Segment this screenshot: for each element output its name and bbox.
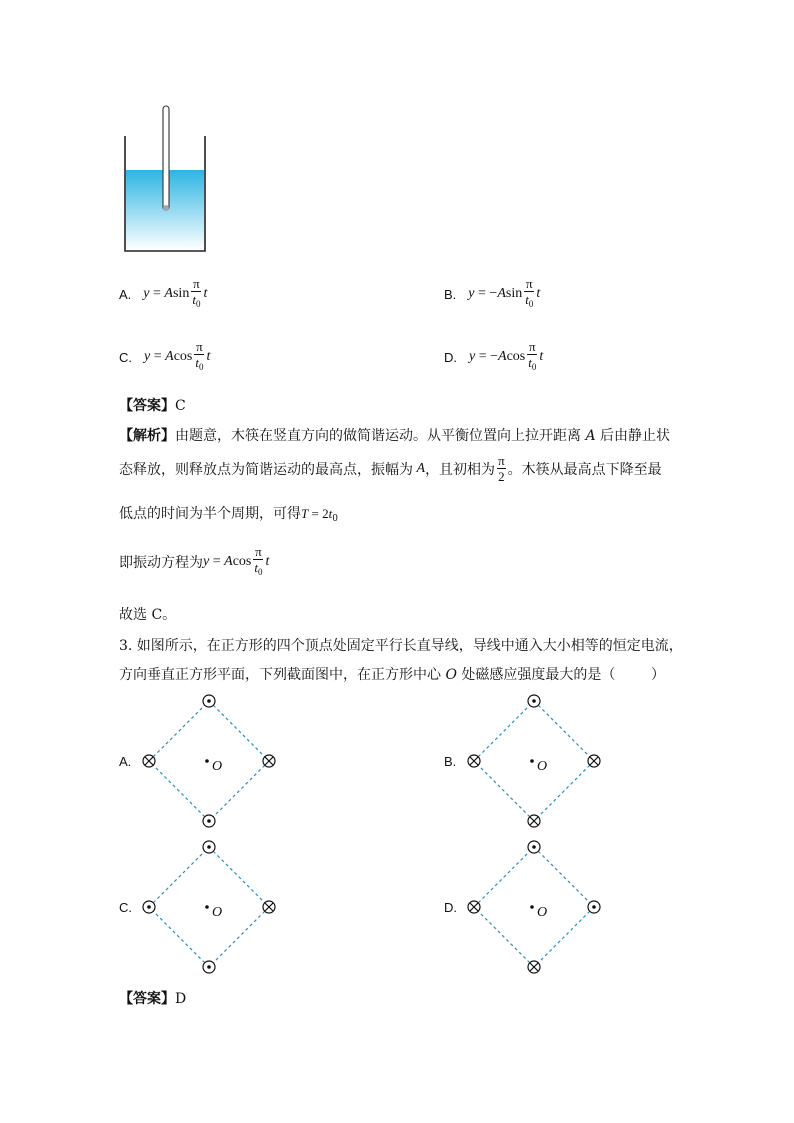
center-point bbox=[530, 759, 534, 763]
square-edge bbox=[474, 907, 534, 967]
square-wire-diagram bbox=[139, 690, 279, 832]
q2-option-c: C. y = A cos $\frac{\pi}{t_0}$ t bbox=[119, 339, 210, 375]
option-label: C. bbox=[119, 349, 132, 365]
answer-q2: 【答案】C bbox=[119, 398, 186, 414]
square-wire-diagram bbox=[464, 690, 604, 832]
square-edge bbox=[149, 701, 209, 761]
square-edge bbox=[474, 847, 534, 907]
option-label: B. bbox=[444, 754, 457, 769]
wire-top-out-of-page bbox=[528, 841, 540, 853]
center-point bbox=[205, 905, 209, 909]
square-edge bbox=[149, 761, 209, 821]
q2-option-a: A. y = A sin $\frac{\pi}{t_0}$ t bbox=[119, 276, 207, 312]
q3-stem-line-2: 方向垂直正方形平面，下列截面图中，在正方形中心 O 处磁感应强度最大的是（ ） bbox=[119, 667, 665, 683]
square-edge bbox=[474, 761, 534, 821]
wire-bottom-into-page bbox=[528, 815, 540, 827]
q3-stem-line-1: 3. 如图所示，在正方形的四个顶点处固定平行长直导线，导线中通入大小相等的恒定电流， bbox=[119, 638, 683, 654]
square-edge bbox=[149, 907, 209, 967]
square-edge bbox=[474, 701, 534, 761]
center-label: O bbox=[212, 905, 223, 920]
square-edge bbox=[534, 847, 594, 907]
analysis-line-2: 态释放，则释放点为简谐运动的最高点，振幅为 A ，且初相为 $\frac{\pi}{2}$ 。木筷从最高点下降至最 bbox=[119, 453, 662, 484]
option-label: A. bbox=[119, 754, 132, 769]
center-point bbox=[530, 905, 534, 909]
beaker-figure bbox=[118, 100, 214, 256]
chopstick bbox=[163, 106, 169, 210]
analysis-line-4: 即振动方程为 y = A cos $\frac{\pi}{t_0}$ t bbox=[119, 544, 269, 580]
wire-right-into-page bbox=[263, 901, 275, 913]
option-label: C. bbox=[119, 900, 132, 915]
wire-left-into-page bbox=[468, 755, 480, 767]
answer-q3: 【答案】D bbox=[119, 991, 187, 1007]
option-label: D. bbox=[444, 900, 457, 915]
center-point bbox=[205, 759, 209, 763]
center-label: O bbox=[212, 759, 223, 774]
option-label: D. bbox=[444, 349, 457, 365]
wire-right-into-page bbox=[263, 755, 275, 767]
wire-bottom-into-page bbox=[528, 961, 540, 973]
square-edge bbox=[209, 701, 269, 761]
q2-option-d: D. y = − A cos $\frac{\pi}{t_0}$ t bbox=[444, 339, 543, 375]
square-wire-diagram bbox=[464, 836, 604, 978]
wire-left-out-of-page bbox=[143, 901, 155, 913]
wire-bottom-out-of-page bbox=[203, 961, 215, 973]
wire-left-into-page bbox=[468, 901, 480, 913]
wire-left-into-page bbox=[143, 755, 155, 767]
option-label: A. bbox=[119, 286, 132, 302]
wire-bottom-out-of-page bbox=[203, 815, 215, 827]
center-label: O bbox=[537, 905, 548, 920]
square-edge bbox=[534, 701, 594, 761]
chopstick-tip bbox=[163, 205, 169, 211]
wire-top-out-of-page bbox=[528, 695, 540, 707]
analysis-conclusion: 故选 C。 bbox=[119, 607, 177, 623]
wire-right-out-of-page bbox=[588, 901, 600, 913]
wire-right-into-page bbox=[588, 755, 600, 767]
option-label: B. bbox=[444, 286, 457, 302]
analysis-line-3: 低点的时间为半个周期，可得$T = 2t_0$ bbox=[119, 506, 338, 524]
center-label: O bbox=[537, 759, 548, 774]
wire-top-out-of-page bbox=[203, 841, 215, 853]
analysis-line-1: 【解析】由题意，木筷在竖直方向的做简谐运动。从平衡位置向上拉开距离 A 后由静止状 bbox=[119, 428, 671, 444]
wire-top-out-of-page bbox=[203, 695, 215, 707]
square-edge bbox=[209, 847, 269, 907]
square-edge bbox=[149, 847, 209, 907]
q2-option-b: B. y = − A sin $\frac{\pi}{t_0}$ t bbox=[444, 276, 540, 312]
square-wire-diagram bbox=[139, 836, 279, 978]
